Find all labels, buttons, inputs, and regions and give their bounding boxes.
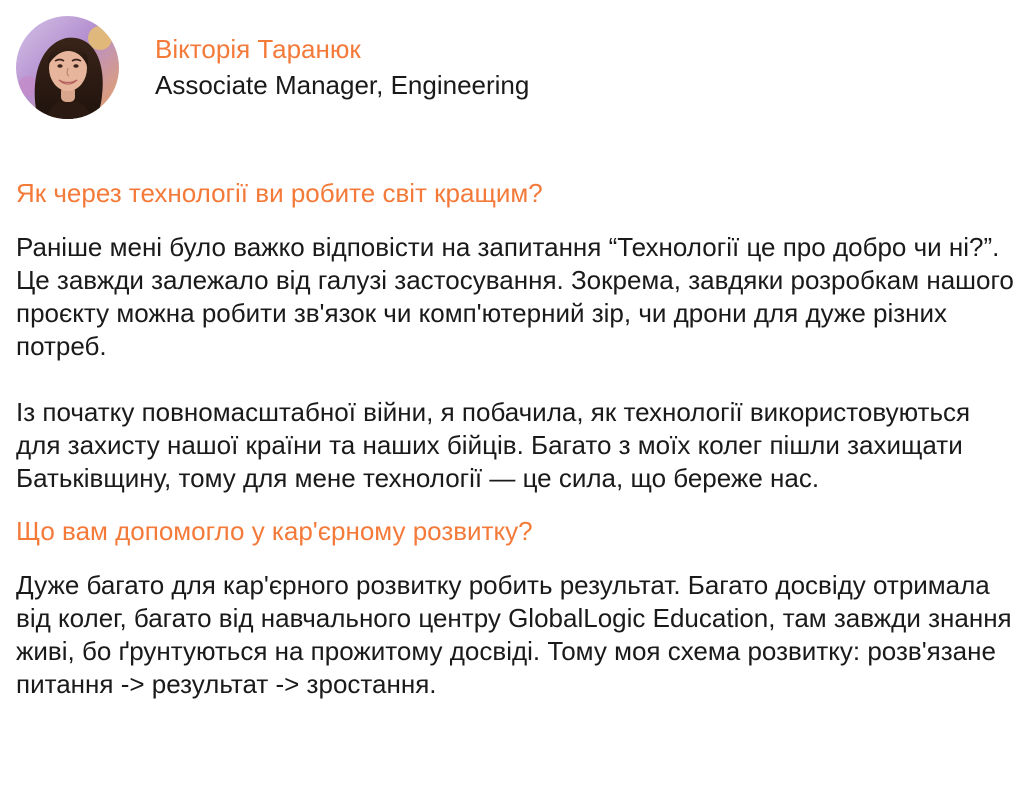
- answer-paragraph: Дуже багато для кар'єрного розвитку робить результат. Багато досвіду отримала від колег, багато від навчального центру GlobalLogic Education, там завжди знання живі, бо ґрунтуються на прожитому досвіді. Тому моя схема розвитку: розв'язане питання -> результат -> зростання.: [16, 570, 1012, 699]
- profile-name: Вікторія Таранюк: [155, 34, 361, 64]
- profile-role: Associate Manager, Engineering: [155, 70, 530, 100]
- answer-paragraph: Із початку повномасштабної війни, я побачила, як технології використовуються для захисту нашої країни та наших бійців. Багато з моїх колег пішли захищати Батьківщину, тому для мене технології — це сила, що береже нас.: [16, 397, 971, 493]
- avatar: [16, 16, 119, 119]
- answer-paragraph: Раніше мені було важко відповісти на запитання “Технології це про добро чи ні?”. Це завжди залежало від галузі застосування. Зокрема, завдяки розробкам нашого проєкту можна робити зв'язок чи комп'ютерний зір, чи дрони для дуже різних потреб.: [16, 232, 1014, 361]
- question-heading: Як через технології ви робите світ кращим?: [16, 178, 543, 208]
- person-photo-icon: [16, 16, 119, 119]
- qa-content: [16, 176, 1016, 701]
- question-heading: Що вам допомогло у кар'єрному розвитку?: [16, 516, 533, 546]
- profile-header: [16, 16, 529, 119]
- profile-text: [155, 32, 529, 102]
